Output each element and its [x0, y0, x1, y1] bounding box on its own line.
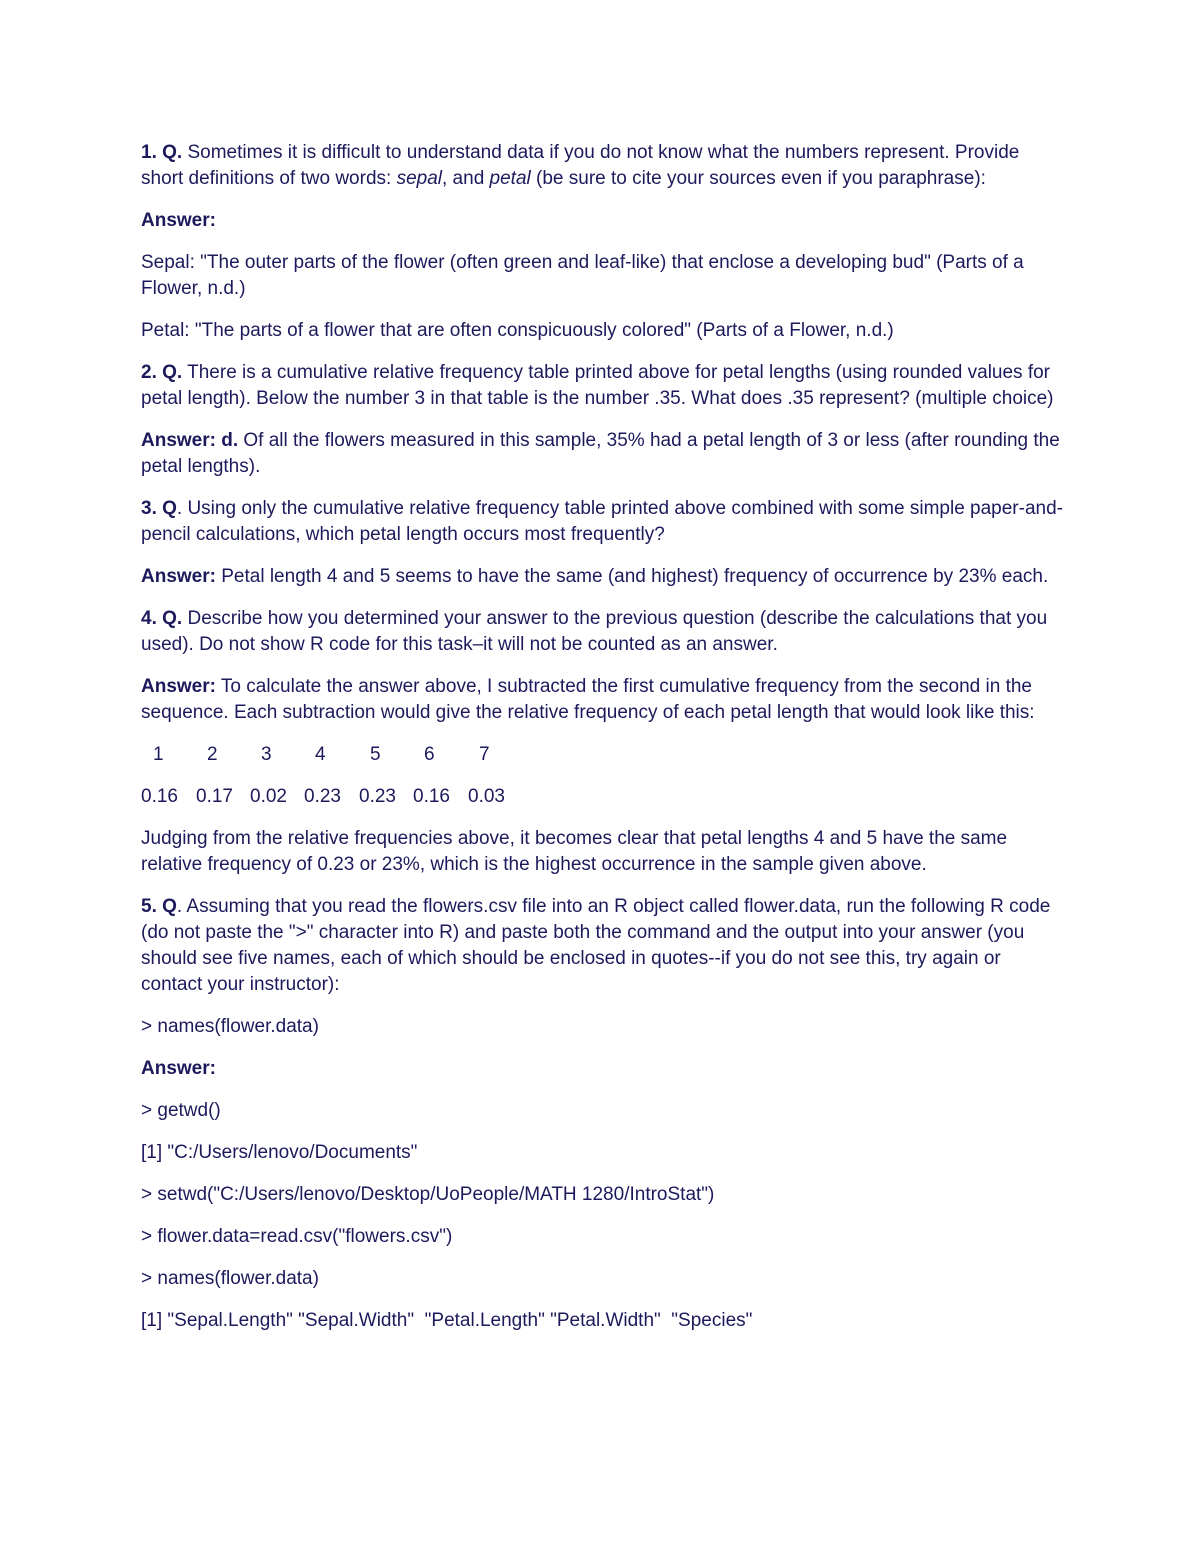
- relative-frequency-value: 0.02: [250, 786, 287, 807]
- question-3: 3. Q. Using only the cumulative relative frequency table printed above combined with some simple paper-and-pencil calculations, which petal length occurs most frequently?: [141, 498, 1063, 545]
- petal-length-value: 3: [261, 744, 272, 765]
- relative-frequency-value: 0.16: [141, 786, 178, 807]
- petal-length-value: 4: [315, 744, 326, 765]
- document-page: [141, 140, 1066, 1350]
- sepal-definition: Sepal: "The outer parts of the flower (often green and leaf-like) that enclose a developing bud" (Parts of a Flower, n.d.): [141, 252, 1024, 299]
- question-2-label: 2. Q.: [141, 362, 183, 383]
- petal-length-value: 5: [370, 744, 381, 765]
- petal-length-value: 2: [207, 744, 218, 765]
- answer-2-label: Answer: d.: [141, 430, 239, 451]
- answer-3-label: Answer:: [141, 566, 216, 587]
- relative-frequency-value: 0.23: [359, 786, 396, 807]
- answer-5-label: Answer:: [141, 1058, 216, 1079]
- question-5-command: > names(flower.data): [141, 1016, 319, 1037]
- answer-2: Answer: d. Of all the flowers measured in this sample, 35% had a petal length of 3 or less (after rounding the petal lengths).: [141, 430, 1060, 477]
- answer-4-label: Answer:: [141, 676, 216, 697]
- question-5: 5. Q. Assuming that you read the flowers.csv file into an R object called flower.data, run the following R code (do not paste the ">" character into R) and paste both the command and the output into your answer (you should see five names, each of which should be enclosed in quotes--if you do not see this, try again or contact your instructor):: [141, 896, 1051, 995]
- r-console-line: > flower.data=read.csv("flowers.csv"): [141, 1226, 453, 1247]
- answer-3: Answer: Petal length 4 and 5 seems to have the same (and highest) frequency of occurrence by 23% each.: [141, 566, 1049, 587]
- petal-definition: Petal: "The parts of a flower that are often conspicuously colored" (Parts of a Flower, n.d.): [141, 320, 894, 341]
- relative-frequency-row: [141, 784, 1066, 810]
- r-console-line: > getwd(): [141, 1100, 221, 1121]
- question-4-label: 4. Q.: [141, 608, 183, 629]
- r-console-line: [1] "Sepal.Length" "Sepal.Width" "Petal.Length" "Petal.Width" "Species": [141, 1310, 753, 1331]
- answer-4: Answer: To calculate the answer above, I subtracted the first cumulative frequency from the second in the sequence. Each subtraction would give the relative frequency of each petal length that would look like this:: [141, 676, 1035, 723]
- r-console-line: > names(flower.data): [141, 1268, 319, 1289]
- petal-length-value: 6: [424, 744, 435, 765]
- question-1-label: 1. Q.: [141, 142, 183, 163]
- answer-1-label: Answer:: [141, 210, 216, 231]
- r-console-line: [1] "C:/Users/lenovo/Documents": [141, 1142, 418, 1163]
- petal-length-value: 1: [153, 744, 164, 765]
- r-console-line: > setwd("C:/Users/lenovo/Desktop/UoPeople/MATH 1280/IntroStat"): [141, 1184, 715, 1205]
- question-4: 4. Q. Describe how you determined your answer to the previous question (describe the calculations that you used). Do not show R code for this task–it will not be counted as an answer.: [141, 608, 1048, 655]
- relative-frequency-value: 0.03: [468, 786, 505, 807]
- relative-frequency-value: 0.23: [304, 786, 341, 807]
- question-5-label: 5. Q: [141, 896, 177, 917]
- relative-frequency-value: 0.16: [413, 786, 450, 807]
- question-2: 2. Q. There is a cumulative relative frequency table printed above for petal lengths (using rounded values for petal length). Below the number 3 in that table is the number .35. What does .35 represent? (multiple choice): [141, 362, 1054, 409]
- petal-length-value: 7: [479, 744, 490, 765]
- question-3-label: 3. Q: [141, 498, 177, 519]
- relative-frequency-value: 0.17: [196, 786, 233, 807]
- answer-4-conclusion: Judging from the relative frequencies above, it becomes clear that petal lengths 4 and 5 have the same relative frequency of 0.23 or 23%, which is the highest occurrence in the sample given above.: [141, 828, 1008, 875]
- question-1: 1. Q. Sometimes it is difficult to understand data if you do not know what the numbers represent. Provide short definitions of two words: sepal, and petal (be sure to cite your sources even if you paraphrase):: [141, 142, 1020, 189]
- petal-length-row: [141, 742, 1066, 768]
